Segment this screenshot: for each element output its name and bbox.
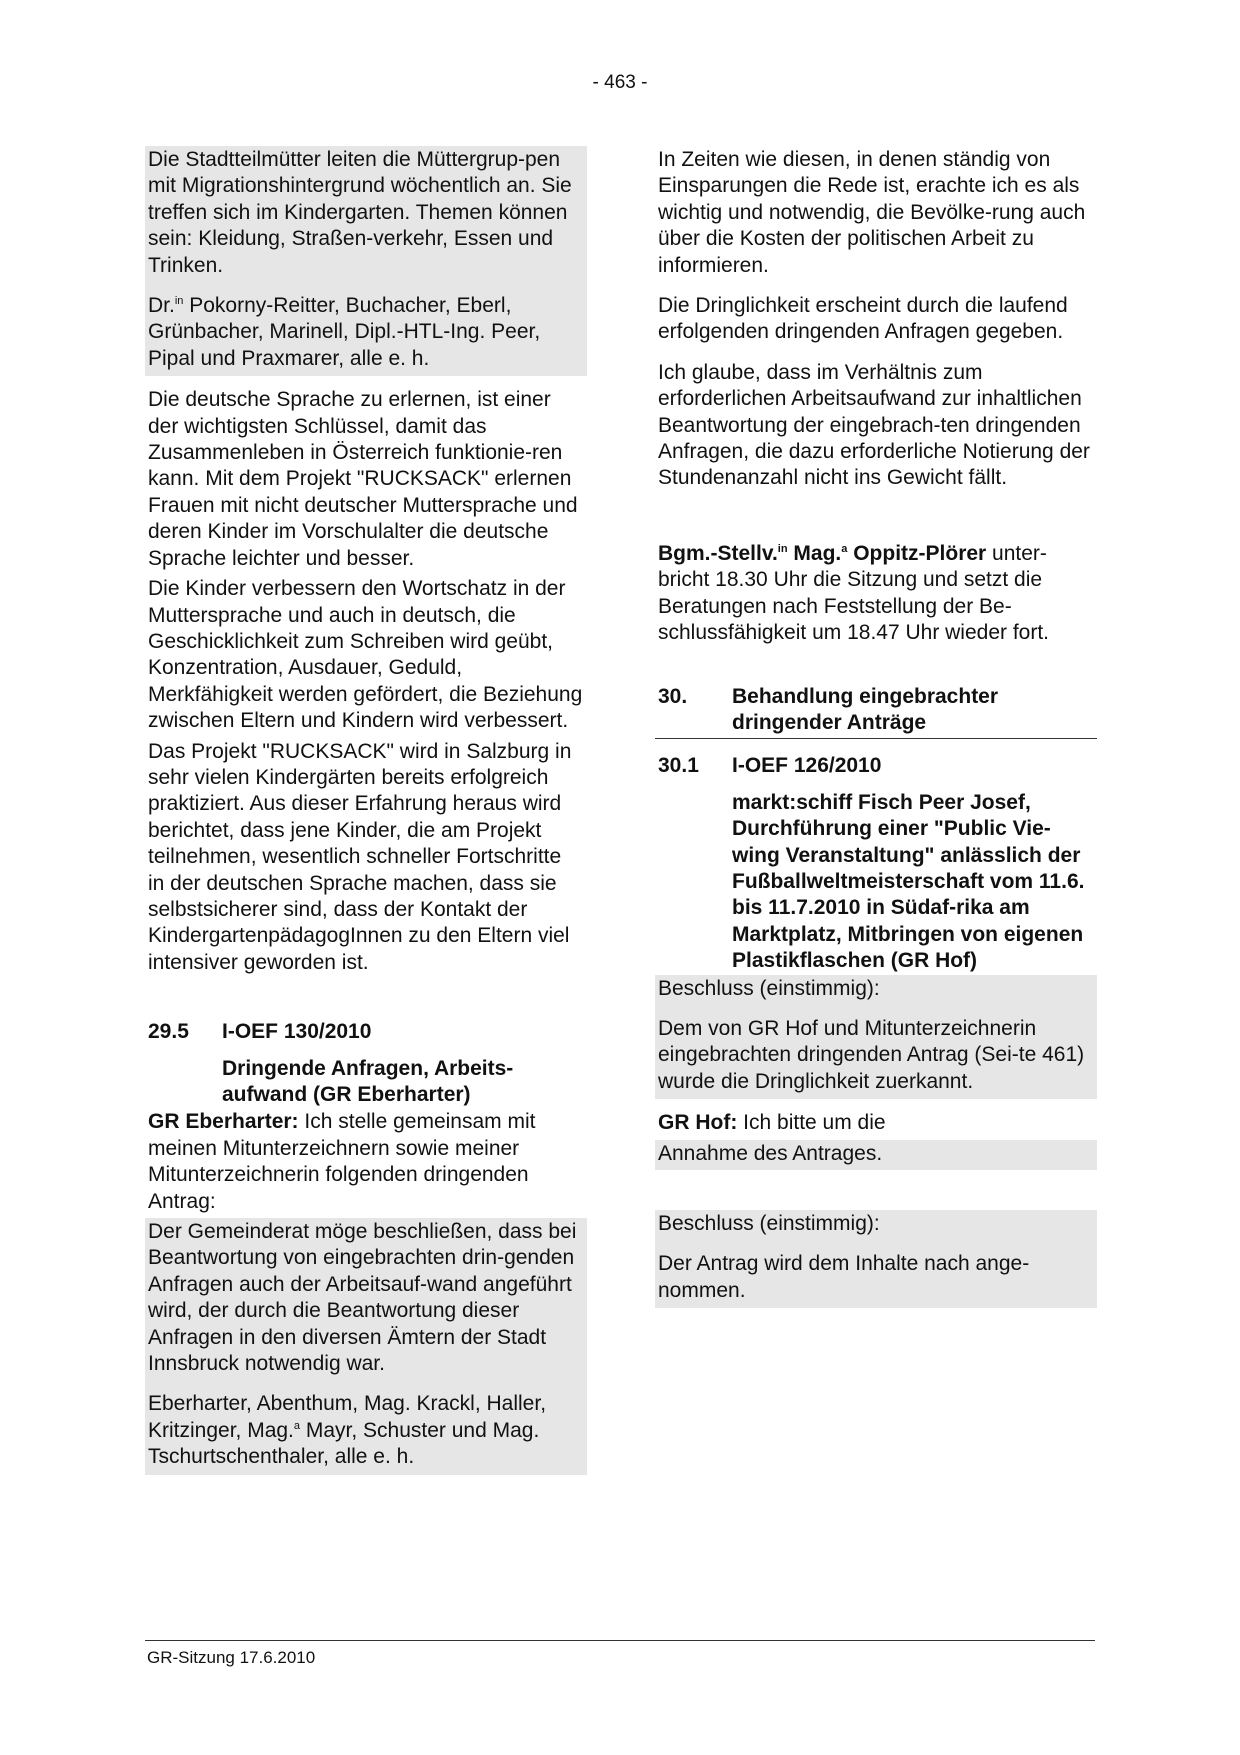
left-column [145,146,587,1485]
footer-divider [145,1640,1095,1641]
paragraph-stadtteilmuetter: Die Stadtteilmütter leiten die Müttergrup-pen mit Migrationshintergrund wöchentlich an. Sie treffen sich im Kindergarten. Themen können sein: Kleidung, Straßen-verkehr, Essen und Trinken. [148,148,572,277]
paragraph-einsparungen: In Zeiten wie diesen, in denen ständig von Einsparungen die Rede ist, erachte ich es als wichtig und notwendig, die Bevölke-rung auch über die Kosten der politischen Arbeit zu informieren. [658,148,1086,277]
footer-session-date: GR-Sitzung 17.6.2010 [147,1648,316,1667]
signatories-pokorny: Dr.$^{in}$ Pokorny-Reitter, Buchacher, Eberl, Grünbacher, Marinell, Dipl.-HTL-Ing. Peer, Pipal und Praxmarer, alle e. h. [148,294,541,370]
section-title: Behandlung eingebrachter dringender Anträge [732,684,999,734]
section-number: 30.1 [658,754,699,778]
decision-block-2 [655,1210,1097,1308]
motion-reasoning-continued [655,146,1097,496]
decision-text: Der Antrag wird dem Inhalte nach ange-nommen. [658,1252,1030,1302]
paragraph-deutsche-sprache: Die deutsche Sprache zu erlernen, ist einer der wichtigsten Schlüssel, damit das Zusammenleben in Österreich funktionie-ren kann. Mit dem Projekt "RUCKSACK" erlernen Frauen mit nicht deutscher Muttersprache und deren Kinder im Vorschulalter die deutsche Sprache leichter und besser. [148,388,578,570]
motion-reasoning-block [145,146,587,376]
paragraph-dringlichkeit: Die Dringlichkeit erscheint durch die laufend erfolgenden dringenden Anfragen gegeben. [658,294,1068,344]
motion-text: Der Gemeinderat möge beschließen, dass bei Beantwortung von eingebrachten drin-genden Anfragen auch der Arbeitsauf-wand angeführt wird, der durch die Beantwortung dieser Anfragen in den diversen Ämtern der Stadt Innsbruck notwendig war. [148,1220,577,1376]
decision-label: Beschluss (einstimmig): [658,976,880,1000]
motion-adoption-request: Annahme des Antrages. [655,1140,1097,1170]
section-subtitle: markt:schiff Fisch Peer Josef, Durchführung einer "Public Vie-wing Veranstaltung" anlässlich der Fußballweltmeisterschaft vom 11.6. bis 11.7.2010 in Südaf-rika am Marktplatz, Mitbringen von eigenen Plastikflaschen (GR Hof) [732,790,1085,973]
page-number: - 463 - [592,72,648,93]
right-column [655,146,1097,1318]
paragraph-verhaeltnis: Ich glaube, dass im Verhältnis zum erforderlichen Arbeitsaufwand zur inhaltlichen Beantwortung der eingebrach-ten dringenden Anfragen, die dazu erforderliche Notierung der Stundenanzahl nicht ins Gewicht fällt. [658,360,1090,490]
paragraph-rucksack: Das Projekt "RUCKSACK" wird in Salzburg in sehr vielen Kindergärten bereits erfolgreich praktiziert. Aus dieser Erfahrung heraus wird berichtet, dass jene Kinder, die am Projekt teilnehmen, wesentlich schneller Fortschritte in der deutschen Sprache machen, dass sie selbstsicherer sind, dass der Kontakt der KindergartenpädagogInnen zu den Eltern viel intensiver geworden ist. [148,739,572,974]
section-subtitle: Dringende Anfragen, Arbeits-aufwand (GR Eberharter) [222,1056,514,1106]
section-title: I-OEF 126/2010 [732,754,882,778]
section-number: 30. [658,684,688,708]
section-heading-30 [655,684,1097,740]
session-interruption-note: Bgm.-Stellv.$^{in}$ Mag.$^a$ Oppitz-Plörer unter-bricht 18.30 Uhr die Sitzung und setzt die Beratungen nach Feststellung der Be-schlussfähigkeit um 18.47 Uhr wieder fort. [658,541,1050,645]
paragraph-kinder: Die Kinder verbessern den Wortschatz in der Muttersprache und auch in deutsch, die Geschicklichkeit zum Schreiben wird geübt, Konzentration, Ausdauer, Geduld, Merkfähigkeit werden gefördert, die Beziehung zwischen Eltern und Kindern wird verbessert. [148,577,583,733]
signatories-eberharter: Eberharter, Abenthum, Mag. Krackl, Haller, Kritzinger, Mag.$^a$ Mayr, Schuster und Mag. Tschurtschenthaler, alle e. h. [148,1392,547,1469]
decision-label: Beschluss (einstimmig): [658,1212,880,1235]
section-heading-29-5 [145,1019,587,1045]
motion-text-block [145,1218,587,1475]
section-number: 29.5 [148,1020,189,1044]
decision-text: Dem von GR Hof und Mitunterzeichnerin eingebrachten dringenden Antrag (Sei-te 461) wurde die Dringlichkeit zuerkannt. [658,1016,1085,1093]
section-heading-30-1 [655,753,1097,779]
speech-hof: GR Hof: Ich bitte um die [658,1111,886,1135]
speech-eberharter: GR Eberharter: Ich stelle gemeinsam mit meinen Mitunterzeichnern sowie meiner Mitunterzeichnerin folgenden dringenden Antrag: [148,1110,536,1213]
section-title: I-OEF 130/2010 [222,1020,372,1044]
decision-block-1 [655,975,1097,1100]
